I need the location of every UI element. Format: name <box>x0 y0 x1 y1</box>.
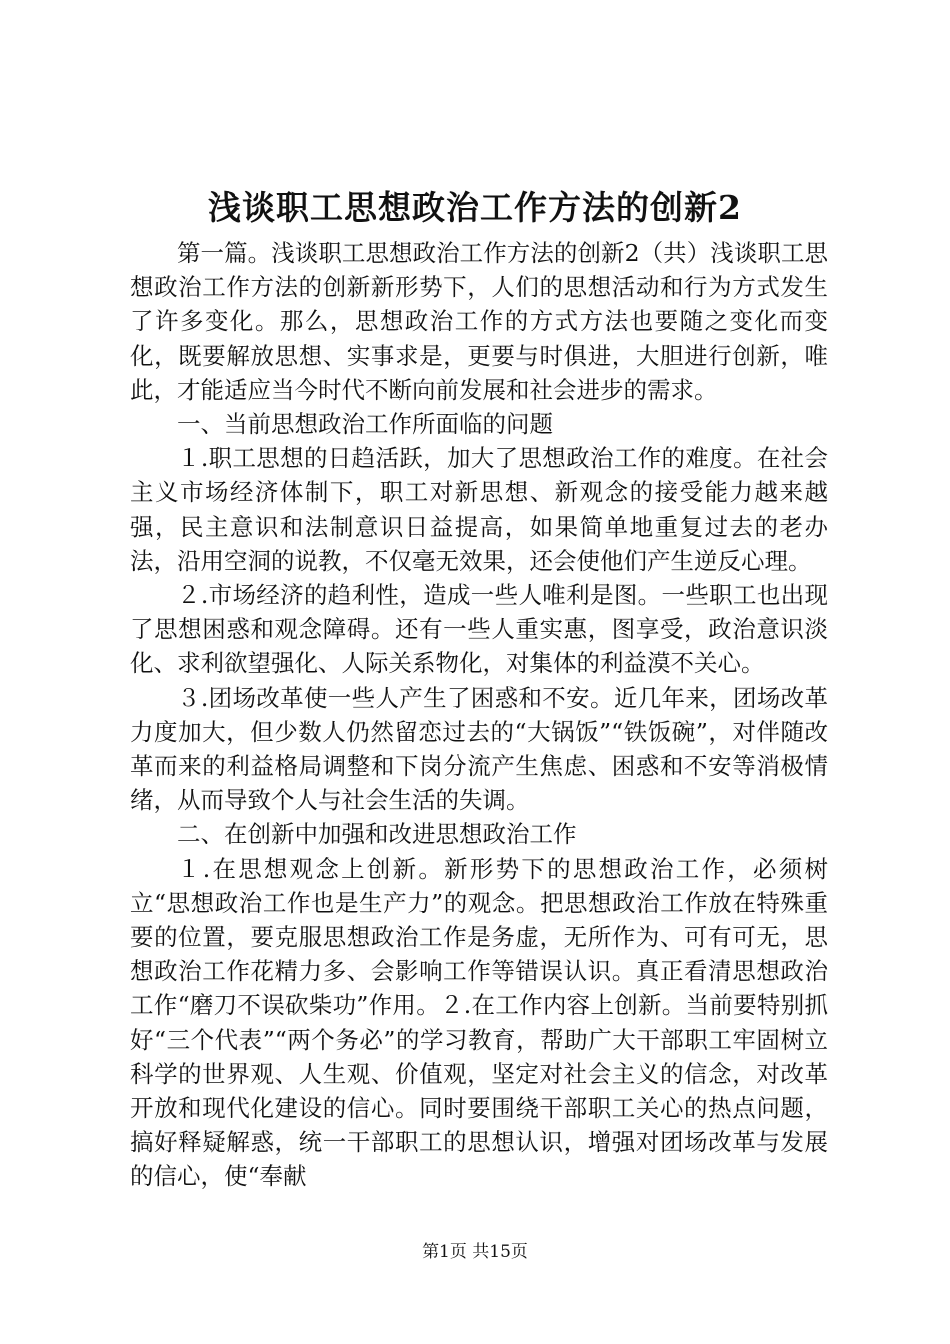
page-footer: 第1页 共15页 <box>422 1242 528 1262</box>
paragraph-item-1: １.职工思想的日趋活跃，加大了思想政治工作的难度。在社会主义市场经济体制下，职工对新思想、新观念的接受能力越来越强，民主意识和法制意识日益提高，如果简单地重复过去的老办法，沿用空洞的说教，不仅毫无效果，还会使他们产生逆反心理。 <box>130 444 828 575</box>
document-body <box>130 236 828 1194</box>
section-heading-2: 二、在创新中加强和改进思想政治工作 <box>177 820 577 849</box>
paragraph-item-3: ３.团场改革使一些人产生了困惑和不安。近几年来，团场改革力度加大，但少数人仍然留恋过去的“大锅饭”“铁饭碗”，对伴随改革而来的利益格局调整和下岗分流产生焦虑、困惑和不安等消极情绪，从而导致个人与社会生活的失调。 <box>130 683 828 815</box>
paragraph-intro: 第一篇。浅谈职工思想政治工作方法的创新2（共）浅谈职工思想政治工作方法的创新新形势下，人们的思想活动和行为方式发生了许多变化。那么，思想政治工作的方式方法也要随之变化而变化，既要解放思想、实事求是，更要与时俱进，大胆进行创新，唯此，才能适应当今时代不断向前发展和社会进步的需求。 <box>130 239 828 404</box>
document-title: 浅谈职工思想政治工作方法的创新2 <box>208 188 742 227</box>
paragraph-item-2: ２.市场经济的趋利性，造成一些人唯利是图。一些职工也出现了思想困惑和观念障碍。还有一些人重实惠，图享受，政治意识淡化、求利欲望强化、人际关系物化，对集体的利益漠不关心。 <box>130 581 828 678</box>
paragraph-innovation: １.在思想观念上创新。新形势下的思想政治工作，必须树立“思想政治工作也是生产力”的观念。把思想政治工作放在特殊重要的位置，要克服思想政治工作是务虚，无所作为、可有可无，思想政治工作花精力多、会影响工作等错误认识。真正看清思想政治工作“磨刀不误砍柴功”作用。２.在工作内容上创新。当前要特别抓好“三个代表”“两个务必”的学习教育，帮助广大干部职工牢固树立科学的世界观、人生观、价值观，坚定对社会主义的信念，对改革开放和现代化建设的信心。同时要围绕干部职工关心的热点问题，搞好释疑解惑，统一干部职工的思想认识，增强对团场改革与发展的信心，使“奉献 <box>130 854 828 1191</box>
section-heading-1: 一、当前思想政治工作所面临的问题 <box>177 410 553 439</box>
